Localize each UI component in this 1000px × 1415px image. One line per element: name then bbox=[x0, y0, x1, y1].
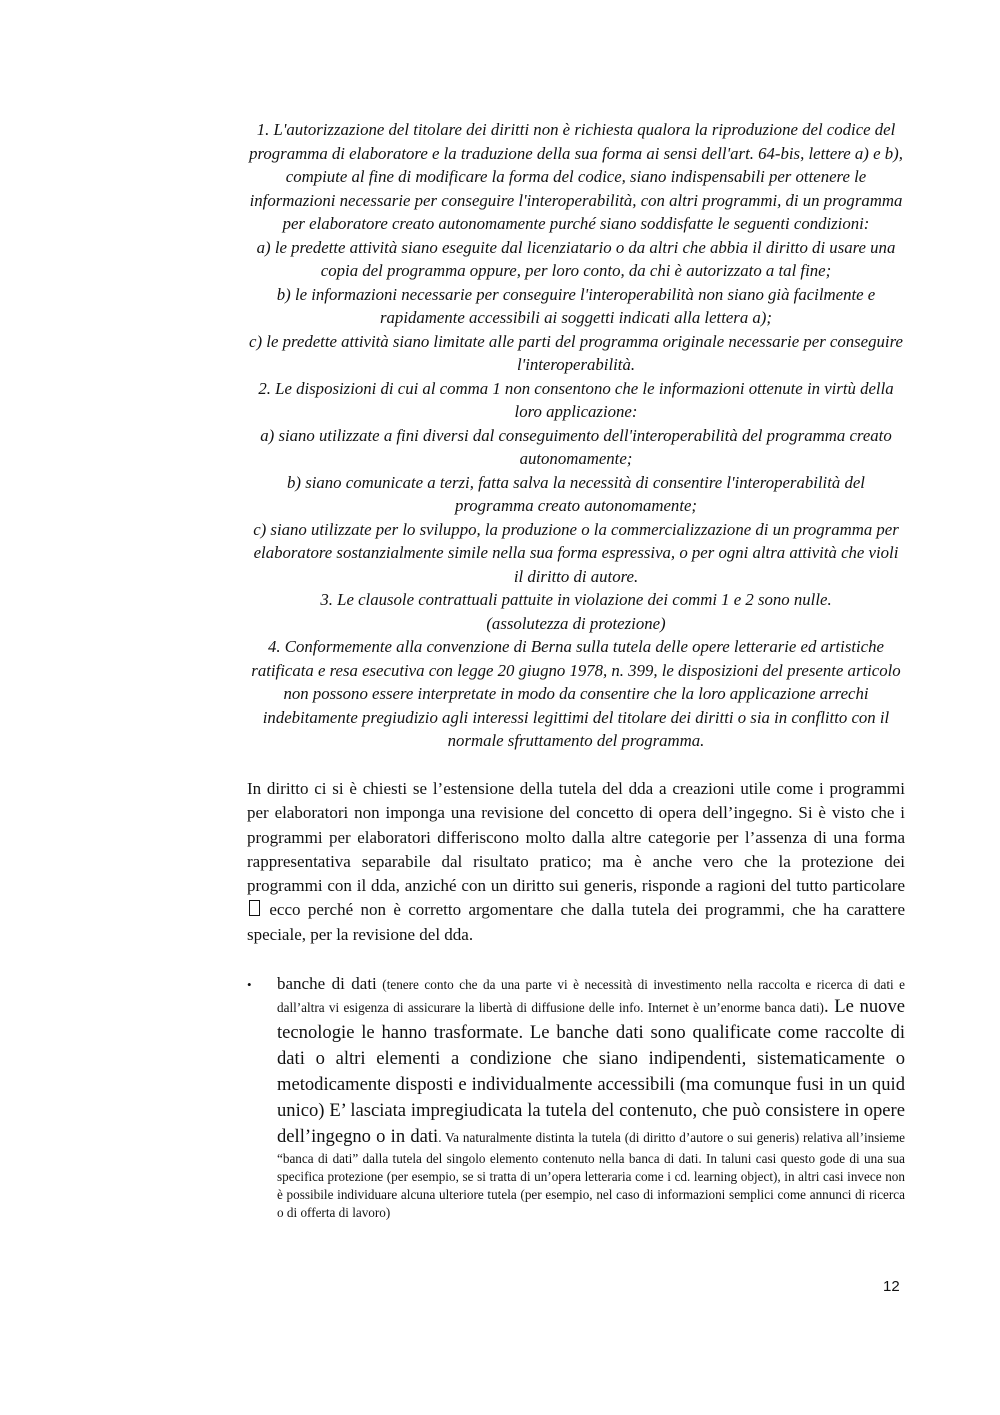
quote-paragraph: c) le predette attività siano limitate alle parti del programma originale necessarie per conseguire l'interoperabilità. bbox=[249, 331, 903, 374]
bullet-tail-lead: . Va bbox=[438, 1130, 460, 1145]
quote-paragraph: 3. Le clausole contrattuali pattuite in violazione dei commi 1 e 2 sono nulle. bbox=[320, 590, 832, 609]
arrow-symbol-placeholder-icon bbox=[249, 900, 260, 916]
quote-paragraph: (assolutezza di protezione) bbox=[486, 613, 666, 633]
page-number: 12 bbox=[883, 1278, 900, 1295]
quote-paragraph: a) le predette attività siano eseguite dal licenziatario o da altri che abbia il diritto di usare una copia del programma oppure, per loro conto, da chi è autorizzato a tal fine; bbox=[256, 237, 896, 280]
quote-paragraph: a) siano utilizzate a fini diversi dal conseguimento dell'interoperabilità del programma creato autonomamente; bbox=[260, 425, 892, 468]
body-text-part-2: ecco perché non è corretto argomentare che dalla tutela dei programmi, che ha carattere speciale, per la revisione del dda. bbox=[247, 900, 906, 944]
bullet-mark: • bbox=[247, 977, 252, 992]
legal-quote bbox=[248, 118, 904, 753]
quote-paragraph: 4. Conformemente alla convenzione di Berna sulla tutela delle opere letterarie ed artistiche ratificata e resa esecutiva con legge 20 giugno 1978, n. 399, le disposizioni del presente articolo non possono essere interpretate in modo da consentire che la loro applicazione arrechi indebitamente pregiudizio agli interessi legittimi del titolare dei diritti o sia in conflitto con il normale sfruttamento del programma. bbox=[251, 637, 901, 750]
bullet-note: (tenere conto che da una parte vi è necessità di investimento nella raccolta e ricerca di dati e dall’altra vi esigenza di assicurare la libertà di diffusione delle info. Internet è un’enorme banca dati) bbox=[277, 977, 906, 1015]
bullet-lead: banche di dati bbox=[277, 974, 377, 993]
quote-paragraph: 2. Le disposizioni di cui al comma 1 non consentono che le informazioni ottenute in virtù della loro applicazione: bbox=[258, 378, 894, 421]
bullet-main-text: . Le nuove tecnologie le hanno trasformate. Le banche dati sono qualificate come raccolte di dati o altri elementi a condizione che siano indipendenti, sistematicamente o metodicamente disposti e individualmente accessibili (ma comunque fusi in un quid unico) E’ lasciata impregiudicata la tutela del contenuto, che può consistere in opere dell’ingegno o in dati bbox=[277, 996, 905, 1147]
body-text-part-1: In diritto ci si è chiesti se l’estensione della tutela del dda a creazioni utile come i programmi per elaboratori non imponga una revisione del concetto di opera dell’ingegno. Si è visto che i programmi per elaboratori differiscono molto dalla altre categorie per l’assenza di una forma rappresentativa separabile dal risultato pratico; ma è anche vero che la protezione dei programmi con il dda, anziché con un diritto sui generis, risponde a ragioni del tutto particolare bbox=[247, 779, 905, 896]
quote-paragraph: 1. L'autorizzazione del titolare dei diritti non è richiesta qualora la riproduzione del codice del programma di elaboratore e la traduzione della sua forma ai sensi dell'art. 64-bis, lettere a) e b), compiute al fine di modificare la forma del codice, siano indispensabili per ottenere le informazioni necessarie per conseguire l'interoperabilità, con altri programmi, di un programma per elaboratore creato autonomamente purché siano soddisfatte le seguenti condizioni: bbox=[249, 120, 903, 233]
body-paragraph bbox=[247, 777, 905, 947]
bullet-content bbox=[277, 975, 905, 1222]
bullet-tail-text: naturalmente distinta la tutela (di diritto d’autore o sui generis) relativa all’insieme “banca di dati” dalla tutela del singolo elemento contenuto nella banca di dati. In taluni casi questo gode di una sua specifica protezione (per esempio, se si tratta di un’opera letteraria come i cd. learning object), in altri casi invece non è possibile individuare alcuna ulteriore tutela (per esempio, nel caso di informazioni semplici come annunci di ricerca o di offerta di lavoro) bbox=[277, 1130, 905, 1220]
quote-paragraph: b) siano comunicate a terzi, fatta salva la necessità di consentire l'interoperabilità del programma creato autonomamente; bbox=[287, 472, 865, 515]
quote-paragraph: b) le informazioni necessarie per conseguire l'interoperabilità non siano già facilmente e rapidamente accessibili ai soggetti indicati alla lettera a); bbox=[276, 284, 876, 327]
quote-paragraph: c) siano utilizzate per lo sviluppo, la produzione o la commercializzazione di un programma per elaboratore sostanzialmente simile nella sua forma espressiva, o per ogni altra attività che violi il diritto di autore. bbox=[253, 519, 899, 586]
